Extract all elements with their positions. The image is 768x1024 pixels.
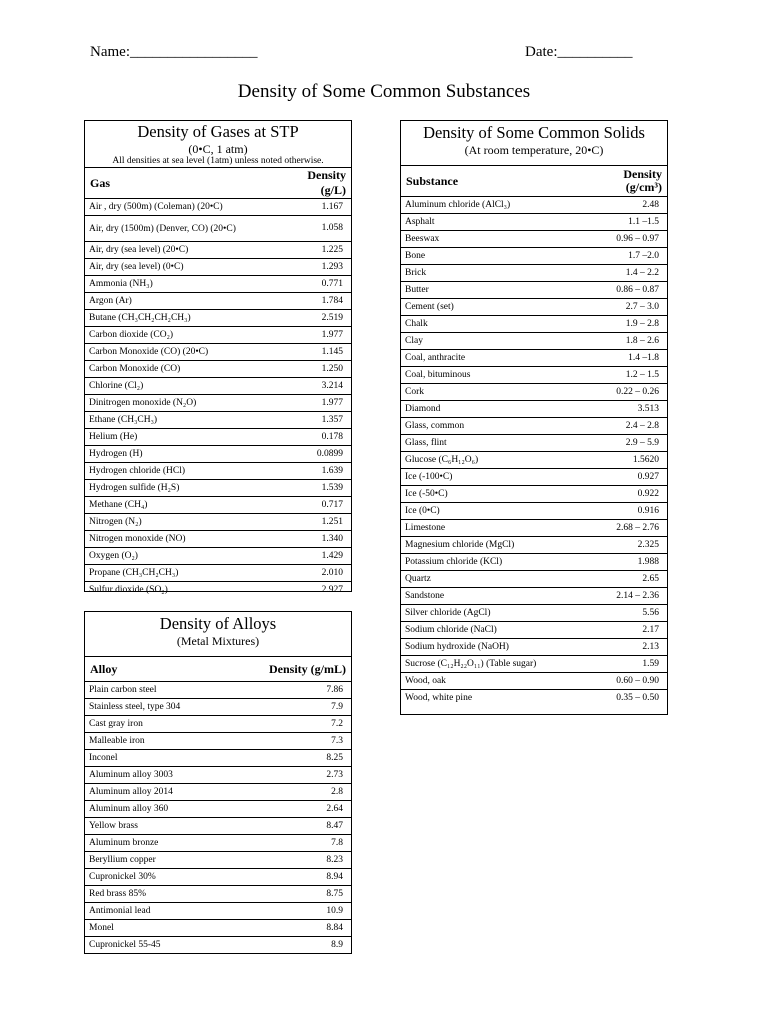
table-row: [401, 554, 667, 571]
substance-name: Sucrose (C₁₂H₂₂O₁₁) (Table sugar): [401, 656, 581, 673]
table-row: [85, 276, 351, 293]
substance-name: Aluminum bronze: [85, 835, 255, 852]
solids-panel: [400, 120, 668, 715]
density-value: 2.9 – 5.9: [581, 435, 667, 452]
density-value: 2.65: [581, 571, 667, 588]
alloys-subtitle: (Metal Mixtures): [176, 634, 260, 648]
col-header-alloy: Alloy: [85, 657, 255, 682]
table-row: [401, 231, 667, 248]
table-row: [85, 216, 351, 242]
substance-name: Wood, oak: [401, 673, 581, 690]
table-row: [85, 293, 351, 310]
substance-name: Sodium chloride (NaCl): [401, 622, 581, 639]
table-row: [85, 716, 351, 733]
table-row: [401, 350, 667, 367]
substance-name: Glass, common: [401, 418, 581, 435]
substance-name: Cupronickel 55-45: [89, 939, 161, 950]
density-value: 1.4 – 2.2: [581, 265, 667, 282]
substance-name: Beryllium copper: [85, 852, 255, 869]
substance-name: Yellow brass: [85, 818, 255, 835]
table-row: [401, 282, 667, 299]
table-row: [85, 565, 351, 582]
substance-name: Aluminum alloy 360: [85, 801, 255, 818]
density-value: 2.68 – 2.76: [581, 520, 667, 537]
substance-name: Air , dry (500m) (Coleman) (20•C): [85, 199, 275, 216]
substance-name: Carbon Monoxide (CO) (20•C): [85, 344, 275, 361]
substance-name: Carbon Monoxide (CO): [85, 361, 275, 378]
table-row: [85, 920, 351, 937]
substance-name: Aluminum chloride (AlCl₃): [401, 197, 581, 214]
density-value: 3.513: [581, 401, 667, 418]
substance-name: Air, dry (1500m) (Denver, CO) (20•C): [85, 216, 275, 242]
substance-name: Nitrogen monoxide (NO): [85, 531, 275, 548]
density-value: 2.010: [275, 565, 351, 582]
alloys-title: Density of Alloys: [159, 614, 277, 633]
substance-name: Butter: [401, 282, 581, 299]
substance-name: Magnesium chloride (MgCl): [401, 537, 581, 554]
density-value: 7.86: [255, 682, 351, 699]
density-value: 1.7 –2.0: [581, 248, 667, 265]
table-row: [401, 384, 667, 401]
density-value: 0.86 – 0.87: [581, 282, 667, 299]
table-row: [85, 869, 351, 886]
density-value: 2.8: [255, 784, 351, 801]
substance-name: Butane (CH₃CH₂CH₂CH₃): [85, 310, 275, 327]
density-value: 1.145: [275, 344, 351, 361]
density-value: 1.9 – 2.8: [581, 316, 667, 333]
density-value: 2.14 – 2.36: [581, 588, 667, 605]
density-value: 8.25: [255, 750, 351, 767]
density-value: 2.48: [581, 197, 667, 214]
density-value: 8.84: [255, 920, 351, 937]
density-value: 7.9: [255, 699, 351, 716]
table-row: [401, 503, 667, 520]
gases-table: [85, 167, 351, 598]
table-row: [85, 682, 351, 699]
density-value: 0.35 – 0.50: [616, 692, 659, 703]
table-row: [401, 469, 667, 486]
density-unit: (g/cm³): [625, 180, 662, 194]
col-header-density: Density (g/mL): [255, 657, 351, 682]
substance-name: Hydrogen chloride (HCl): [85, 463, 275, 480]
density-value: 2.17: [581, 622, 667, 639]
table-row: [85, 242, 351, 259]
substance-name: Ammonia (NH₃): [85, 276, 275, 293]
density-value: 0.22 – 0.26: [581, 384, 667, 401]
table-row: [85, 199, 351, 216]
density-value: 1.2 – 1.5: [581, 367, 667, 384]
table-row: [401, 571, 667, 588]
table-row: [401, 418, 667, 435]
density-value: 8.23: [255, 852, 351, 869]
density-value: 1.639: [275, 463, 351, 480]
table-row: [401, 690, 667, 707]
table-row: [401, 605, 667, 622]
density-value: 0.96 – 0.97: [581, 231, 667, 248]
substance-name: Sodium hydroxide (NaOH): [401, 639, 581, 656]
gases-note: All densities at sea level (1atm) unless noted otherwise.: [112, 156, 324, 166]
substance-name: Carbon dioxide (CO₂): [85, 327, 275, 344]
substance-name: Helium (He): [85, 429, 275, 446]
table-row: [401, 639, 667, 656]
substance-name: Malleable iron: [85, 733, 255, 750]
substance-name: Monel: [85, 920, 255, 937]
substance-name: Cupronickel 30%: [85, 869, 255, 886]
density-value: 10.9: [255, 903, 351, 920]
solids-subtitle: (At room temperature, 20•C): [464, 143, 604, 157]
col-header-density: [581, 166, 667, 197]
density-value: 1.225: [275, 242, 351, 259]
substance-name: Argon (Ar): [85, 293, 275, 310]
substance-name: Potassium chloride (KCl): [401, 554, 581, 571]
density-value: 1.357: [275, 412, 351, 429]
density-value: 1.977: [275, 327, 351, 344]
density-value: 2.64: [255, 801, 351, 818]
table-row: [401, 333, 667, 350]
density-value: 1.784: [275, 293, 351, 310]
density-value: 0.927: [581, 469, 667, 486]
substance-name: Beeswax: [401, 231, 581, 248]
table-row: [85, 361, 351, 378]
density-value: 0.916: [581, 503, 667, 520]
substance-name: Propane (CH₃CH₂CH₃): [85, 565, 275, 582]
table-row: [85, 699, 351, 716]
table-row: [401, 401, 667, 418]
page-title: Density of Some Common Substances: [237, 81, 531, 102]
density-value: 3.214: [275, 378, 351, 395]
density-value: 8.47: [255, 818, 351, 835]
substance-name: Hydrogen (H): [85, 446, 275, 463]
table-row: [85, 886, 351, 903]
table-row: [85, 835, 351, 852]
density-value: 2.325: [581, 537, 667, 554]
substance-name: Clay: [401, 333, 581, 350]
alloys-panel: [84, 611, 352, 954]
substance-name: Ethane (CH₃CH₃): [85, 412, 275, 429]
density-value: 1.4 –1.8: [581, 350, 667, 367]
density-value: 7.2: [255, 716, 351, 733]
density-value: 0.922: [581, 486, 667, 503]
table-row: [85, 801, 351, 818]
table-row: [85, 395, 351, 412]
substance-name: Wood, white pine: [405, 692, 473, 703]
density-label: Density: [623, 167, 662, 181]
table-row: [401, 248, 667, 265]
substance-name: Silver chloride (AgCl): [401, 605, 581, 622]
table-row: [85, 429, 351, 446]
density-value: 1.977: [275, 395, 351, 412]
table-row: [401, 656, 667, 673]
density-value: 1.8 – 2.6: [581, 333, 667, 350]
table-header-row: [401, 166, 667, 197]
table-row: [401, 316, 667, 333]
table-row: [85, 514, 351, 531]
density-value: 2.927: [321, 584, 343, 595]
density-value: 1.251: [275, 514, 351, 531]
substance-name: Oxygen (O₂): [85, 548, 275, 565]
substance-name: Plain carbon steel: [85, 682, 255, 699]
density-value: 8.75: [255, 886, 351, 903]
table-row: [85, 327, 351, 344]
table-row: [401, 299, 667, 316]
substance-name: Cork: [401, 384, 581, 401]
substance-name: Dinitrogen monoxide (N₂O): [85, 395, 275, 412]
table-header-row: [85, 168, 351, 199]
density-value: 1.5620: [581, 452, 667, 469]
table-row: [401, 214, 667, 231]
density-value: 8.94: [255, 869, 351, 886]
substance-name: Air, dry (sea level) (20•C): [85, 242, 275, 259]
substance-name: Methane (CH₄): [85, 497, 275, 514]
substance-name: Limestone: [401, 520, 581, 537]
table-row: [85, 378, 351, 395]
substance-name: Chlorine (Cl₂): [85, 378, 275, 395]
table-row: [85, 767, 351, 784]
density-value: 1.340: [275, 531, 351, 548]
col-header-density: Density (g/L): [275, 168, 351, 199]
substance-name: Diamond: [401, 401, 581, 418]
substance-name: Nitrogen (N₂): [85, 514, 275, 531]
table-row: [85, 548, 351, 565]
density-value: 7.3: [255, 733, 351, 750]
substance-name: Red brass 85%: [85, 886, 255, 903]
table-row: [401, 265, 667, 282]
table-row: [85, 446, 351, 463]
table-row: [85, 582, 351, 599]
density-value: 2.13: [581, 639, 667, 656]
substance-name: Brick: [401, 265, 581, 282]
substance-name: Aluminum alloy 3003: [85, 767, 255, 784]
substance-name: Stainless steel, type 304: [85, 699, 255, 716]
substance-name: Hydrogen sulfide (H₂S): [85, 480, 275, 497]
substance-name: Ice (-100•C): [401, 469, 581, 486]
table-row: [85, 480, 351, 497]
substance-name: Ice (-50•C): [401, 486, 581, 503]
density-value: 1.429: [275, 548, 351, 565]
table-row: [401, 520, 667, 537]
substance-name: Coal, bituminous: [401, 367, 581, 384]
table-row: [85, 531, 351, 548]
density-value: 2.519: [275, 310, 351, 327]
col-header-substance: Substance: [401, 166, 581, 197]
substance-name: Asphalt: [401, 214, 581, 231]
substance-name: Quartz: [401, 571, 581, 588]
density-value: 8.9: [331, 939, 343, 950]
density-value: 1.59: [581, 656, 667, 673]
density-value: 0.0899: [275, 446, 351, 463]
table-row: [85, 259, 351, 276]
table-row: [401, 197, 667, 214]
density-value: 2.73: [255, 767, 351, 784]
gases-subtitle: (0•C, 1 atm): [188, 142, 248, 156]
table-row: [85, 818, 351, 835]
table-row: [401, 673, 667, 690]
density-value: 0.771: [275, 276, 351, 293]
col-header-gas: Gas: [85, 168, 275, 199]
substance-name: Inconel: [85, 750, 255, 767]
table-row: [401, 486, 667, 503]
gases-title: Density of Gases at STP: [137, 122, 299, 141]
substance-name: Chalk: [401, 316, 581, 333]
substance-name: Antimonial lead: [85, 903, 255, 920]
density-value: 1.539: [275, 480, 351, 497]
substance-name: Cement (set): [401, 299, 581, 316]
date-field-label: Date:__________: [525, 44, 633, 60]
substance-name: Cast gray iron: [85, 716, 255, 733]
substance-name: Sulfur dioxide (SO₂): [89, 584, 168, 595]
alloys-table: [85, 656, 351, 953]
table-row: [85, 750, 351, 767]
table-row: [85, 937, 351, 954]
density-value: 5.56: [581, 605, 667, 622]
table-row: [85, 497, 351, 514]
substance-name: Bone: [401, 248, 581, 265]
substance-name: Sandstone: [401, 588, 581, 605]
density-value: 7.8: [255, 835, 351, 852]
table-row: [85, 784, 351, 801]
substance-name: Glass, flint: [401, 435, 581, 452]
density-value: 1.250: [275, 361, 351, 378]
density-value: 1.293: [275, 259, 351, 276]
table-row: [401, 622, 667, 639]
name-field-label: Name:_________________: [90, 44, 258, 60]
substance-name: Air, dry (sea level) (0•C): [85, 259, 275, 276]
table-row: [85, 903, 351, 920]
density-value: 1.1 –1.5: [581, 214, 667, 231]
table-row: [401, 537, 667, 554]
solids-title: Density of Some Common Solids: [423, 123, 645, 142]
density-value: 1.167: [275, 199, 351, 216]
table-header-row: [85, 657, 351, 682]
table-row: [85, 463, 351, 480]
density-value: 0.60 – 0.90: [581, 673, 667, 690]
table-row: [85, 412, 351, 429]
table-row: [401, 588, 667, 605]
table-row: [85, 344, 351, 361]
density-value: 1.058: [275, 216, 351, 242]
density-value: 0.717: [275, 497, 351, 514]
table-row: [85, 852, 351, 869]
density-value: 0.178: [275, 429, 351, 446]
density-value: 2.7 – 3.0: [581, 299, 667, 316]
table-row: [401, 452, 667, 469]
substance-name: Glucose (C₆H₁₂O₆): [401, 452, 581, 469]
substance-name: Aluminum alloy 2014: [85, 784, 255, 801]
table-row: [85, 310, 351, 327]
table-row: [401, 435, 667, 452]
solids-table: [401, 165, 667, 706]
table-row: [85, 733, 351, 750]
table-row: [401, 367, 667, 384]
density-value: 2.4 – 2.8: [581, 418, 667, 435]
substance-name: Coal, anthracite: [401, 350, 581, 367]
density-value: 1.988: [581, 554, 667, 571]
substance-name: Ice (0•C): [401, 503, 581, 520]
gases-panel: [84, 120, 352, 595]
